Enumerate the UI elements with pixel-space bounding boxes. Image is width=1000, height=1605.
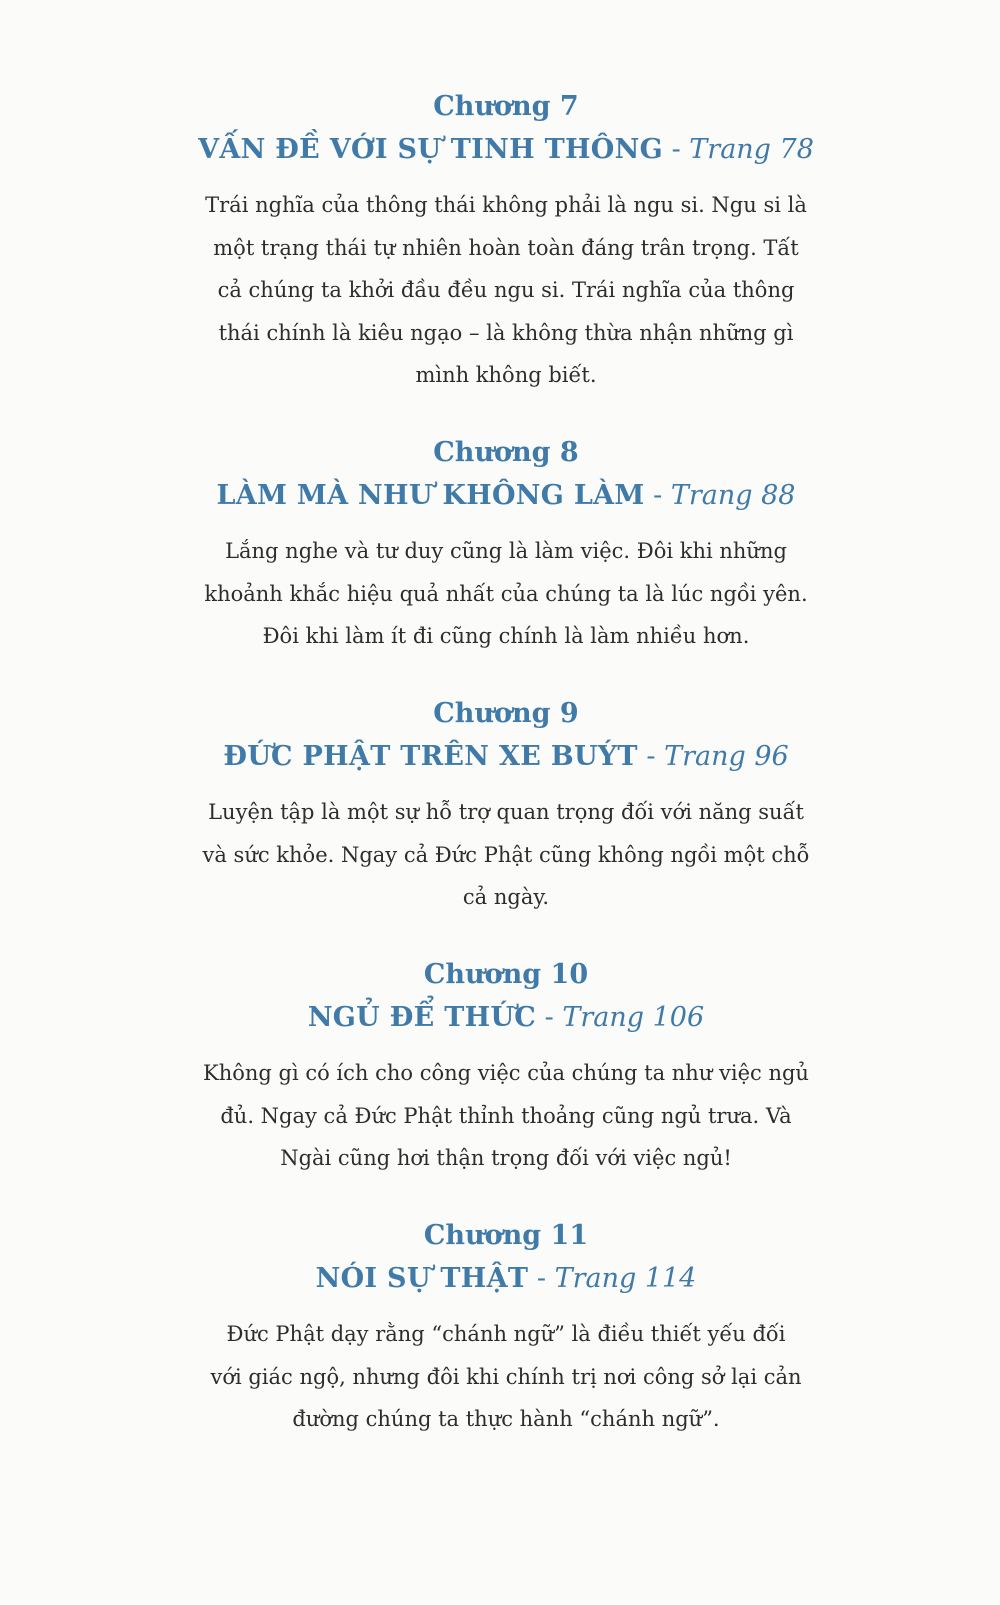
chapter-page-ref: Trang 88 [670,480,796,511]
chapter-summary [144,530,856,658]
title-separator: - [671,134,681,165]
summary-line: Ngài cũng hơi thận trọng đối với việc ngủ! [280,1146,732,1170]
chapter-summary [144,791,856,919]
chapter-entry-11 [0,1215,1000,1441]
chapter-title: VẤN ĐỀ VỚI SỰ TINH THÔNG [198,134,663,165]
chapter-heading [12,128,1000,172]
chapter-page-ref: Trang 78 [689,134,814,165]
chapter-number: Chương 8 [433,437,579,468]
summary-line: cả chúng ta khởi đầu đều ngu si. Trái nghĩa của thông [217,278,795,302]
chapter-entry-7 [0,86,1000,397]
chapter-summary [144,1052,856,1180]
summary-line: Luyện tập là một sự hỗ trợ quan trọng đối với năng suất [208,800,804,824]
chapter-entry-9 [0,693,1000,919]
chapter-summary [144,1313,856,1441]
chapter-number: Chương 7 [433,91,579,122]
chapter-number: Chương 11 [423,1220,589,1251]
summary-line: khoảnh khắc hiệu quả nhất của chúng ta là lúc ngồi yên. [204,581,808,606]
chapter-number: Chương 10 [423,959,589,990]
summary-line: Trái nghĩa của thông thái không phải là ngu si. Ngu si là [205,193,807,217]
summary-line: với giác ngộ, nhưng đôi khi chính trị nơi công sở lại cản [210,1364,802,1389]
title-separator: - [653,480,663,511]
chapter-entry-8 [0,432,1000,658]
title-separator: - [646,741,656,772]
summary-line: một trạng thái tự nhiên hoàn toàn đáng trân trọng. Tất [213,235,799,260]
summary-line: đường chúng ta thực hành “chánh ngữ”. [292,1407,720,1431]
chapter-title: LÀM MÀ NHƯ KHÔNG LÀM [216,480,645,511]
summary-line: đủ. Ngay cả Đức Phật thỉnh thoảng cũng ngủ trưa. Và [220,1103,792,1128]
summary-line: cả ngày. [462,885,550,909]
chapter-entry-10 [0,954,1000,1180]
chapter-page-ref: Trang 114 [554,1263,697,1294]
chapter-title: ĐỨC PHẬT TRÊN XE BUÝT [223,741,638,772]
title-separator: - [544,1002,554,1033]
summary-line: Đôi khi làm ít đi cũng chính là làm nhiều hơn. [262,624,750,648]
chapter-heading [12,996,1000,1040]
chapter-heading [12,1257,1000,1301]
summary-line: mình không biết. [415,363,597,387]
chapter-page-ref: Trang 96 [664,741,789,772]
chapter-title: NÓI SỰ THẬT [315,1263,529,1294]
chapter-summary [144,184,856,397]
chapter-title: NGỦ ĐỂ THỨC [307,1002,537,1033]
chapter-page-ref: Trang 106 [562,1002,705,1033]
chapter-heading [12,735,1000,779]
summary-line: thái chính là kiêu ngạo – là không thừa nhận những gì [218,320,794,345]
summary-line: Đức Phật dạy rằng “chánh ngữ” là điều thiết yếu đối [226,1322,786,1346]
summary-line: Không gì có ích cho công việc của chúng ta như việc ngủ [203,1061,809,1085]
summary-line: Lắng nghe và tư duy cũng là làm việc. Đôi khi những [225,539,787,563]
summary-line: và sức khỏe. Ngay cả Đức Phật cũng không ngồi một chỗ [202,842,810,867]
chapter-heading [12,474,1000,518]
chapter-number: Chương 9 [433,698,579,729]
title-separator: - [536,1263,546,1294]
